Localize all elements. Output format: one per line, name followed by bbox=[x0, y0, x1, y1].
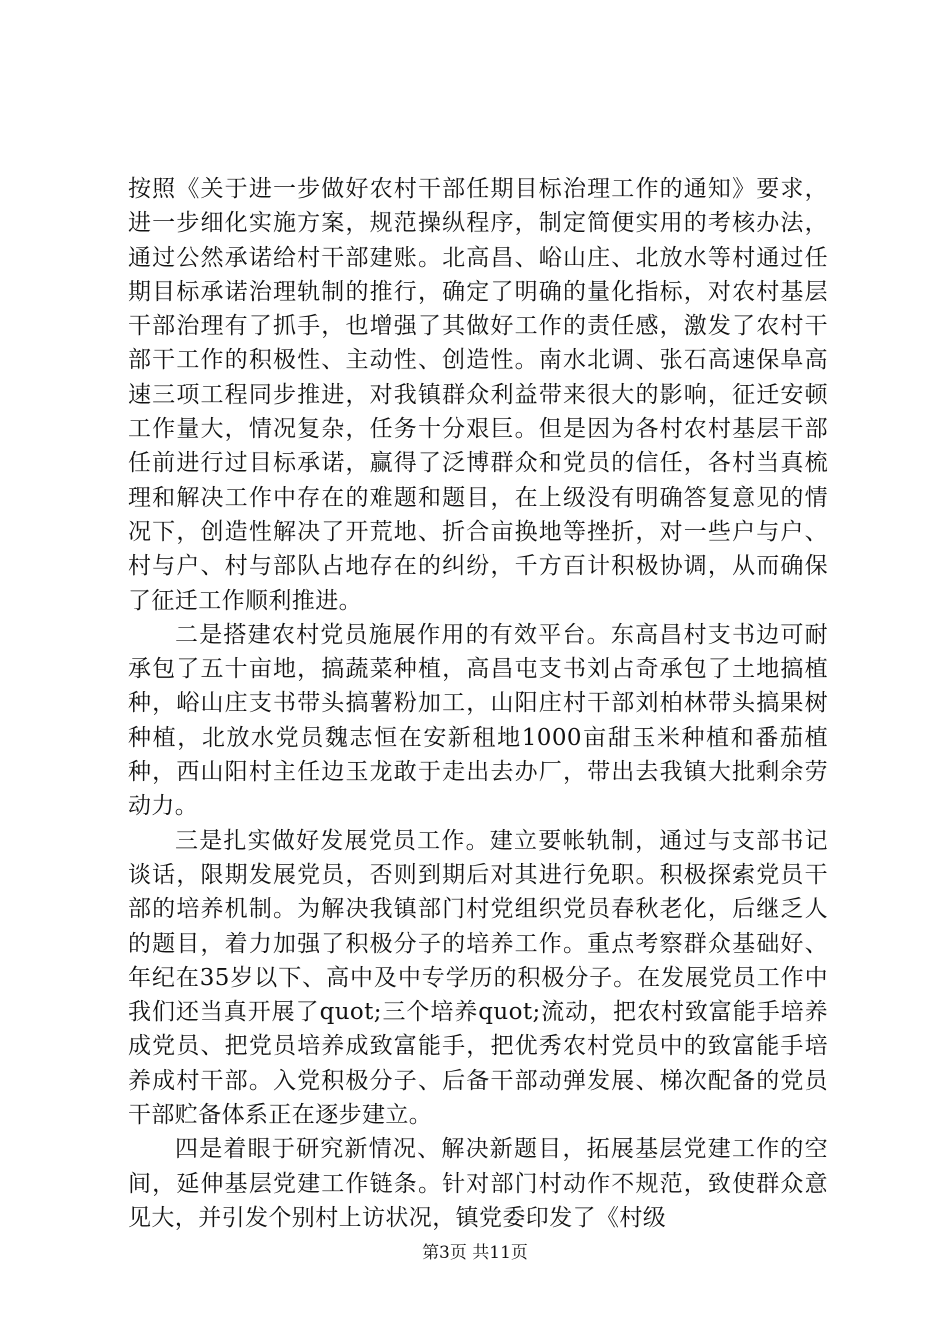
paragraph-second-point: 二是搭建农村党员施展作用的有效平台。东高昌村支书边可耐承包了五十亩地，搞蔬菜种植，高昌屯支书刘占奇承包了土地搞植种，峪山庄支书带头搞薯粉加工，山阳庄村干部刘柏林带头搞果树种植，北放水党员魏志恒在安新租地1000亩甜玉米种植和番茄植种，西山阳村主任边玉龙敢于走出去办厂，带出去我镇大批剩余劳动力。 bbox=[128, 621, 828, 820]
document-body bbox=[128, 172, 828, 1235]
paragraph-third-point: 三是扎实做好发展党员工作。建立要帐轨制，通过与支部书记谈话，限期发展党员，否则到期后对其进行免职。积极探索党员干部的培养机制。为解决我镇部门村党组织党员春秋老化，后继乏人的题目，着力加强了积极分子的培养工作。重点考察群众基础好、年纪在35岁以下、高中及中专学历的积极分子。在发展党员工作中我们还当真开展了quot;三个培养quot;流动，把农村致富能手培养成党员、把党员培养成致富能手，把优秀农村党员中的致富能手培养成村干部。入党积极分子、后备干部动弹发展、梯次配备的党员干部贮备体系正在逐步建立。 bbox=[128, 827, 828, 1129]
paragraph-fourth-point: 四是着眼于研究新情况、解决新题目，拓展基层党建工作的空间，延伸基层党建工作链条。针对部门村动作不规范，致使群众意见大，并引发个别村上访状况，镇党委印发了《村级 bbox=[128, 1136, 828, 1231]
paragraph-intro: 按照《关于进一步做好农村干部任期目标治理工作的通知》要求，进一步细化实施方案，规范操纵程序，制定简便实用的考核办法，通过公然承诺给村干部建账。北高昌、峪山庄、北放水等村通过任期目标承诺治理轨制的推行，确定了明确的量化指标，对农村基层干部治理有了抓手，也增强了其做好工作的责任感，激发了农村干部干工作的积极性、主动性、创造性。南水北调、张石高速保阜高速三项工程同步推进，对我镇群众利益带来很大的影响，征迁安顿工作量大，情况复杂，任务十分艰巨。但是因为各村农村基层干部任前进行过目标承诺，赢得了泛博群众和党员的信任，各村当真梳理和解决工作中存在的难题和题目，在上级没有明确答复意见的情况下，创造性解决了开荒地、折合亩换地等挫折，对一些户与户、村与户、村与部队占地存在的纠纷，千方百计积极协调，从而确保了征迁工作顺利推进。 bbox=[128, 176, 828, 614]
page-number-footer: 第3页 共11页 bbox=[422, 1243, 528, 1263]
